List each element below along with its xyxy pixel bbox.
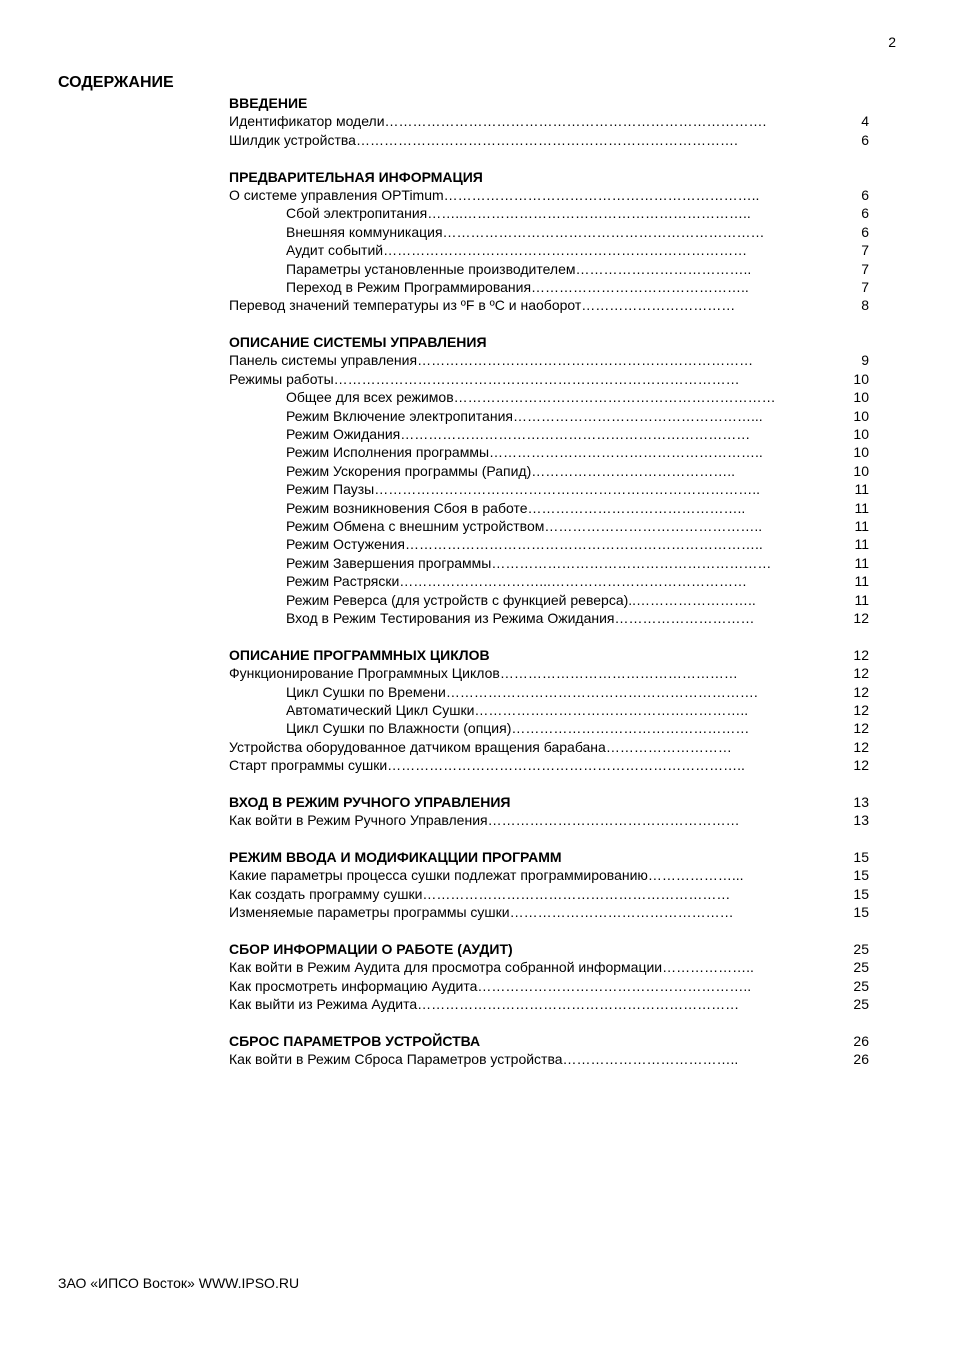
- toc-entry-label: Шилдик устройства: [229, 131, 356, 148]
- toc-title: СОДЕРЖАНИЕ: [58, 74, 174, 91]
- toc-entry-leader: …………………………………………………..: [474, 701, 749, 718]
- toc-entry-page: 11: [854, 481, 869, 498]
- toc-entry[interactable]: [229, 719, 869, 737]
- toc-entry-page: 12: [853, 701, 869, 718]
- toc-entry-page: 10: [853, 426, 869, 443]
- toc-entry-leader: ………………………………………..: [527, 499, 746, 516]
- toc-entry[interactable]: [229, 609, 869, 627]
- toc-entry[interactable]: [229, 443, 869, 461]
- toc-entry-leader: ………………………………..: [562, 1051, 739, 1068]
- toc-section-heading[interactable]: [229, 793, 869, 811]
- toc-entry[interactable]: [229, 480, 869, 498]
- toc-entry-label: Как выйти из Режима Аудита: [229, 996, 418, 1013]
- toc-entry-label: Режим Ожидания: [286, 426, 401, 443]
- toc-entry-leader: ……………………………………………………: [491, 554, 772, 571]
- toc-section: [229, 848, 869, 922]
- toc-entry[interactable]: [229, 756, 869, 774]
- toc-entry-page: 12: [853, 738, 869, 755]
- toc-entry-page: 11: [854, 554, 869, 571]
- toc-entry-label: Режим Обмена с внешним устройством: [286, 517, 545, 534]
- toc-entry[interactable]: [229, 462, 869, 480]
- toc-entry-leader: ……………………………: [581, 297, 736, 314]
- toc-entry-leader: ………………………………………………………….: [445, 683, 758, 700]
- toc-entry-leader: …………………………………………………………………..: [387, 757, 745, 774]
- toc-entry-leader: ……………………………………………………………………: [383, 242, 748, 259]
- toc-entry-label: Режим Ускорения программы (Рапид): [286, 462, 532, 479]
- toc-entry-page: 15: [853, 904, 869, 921]
- toc-section: [229, 646, 869, 775]
- toc-entry-label: Как просмотреть информацию Аудита: [229, 977, 478, 994]
- toc-entry-leader: ……………………………………..: [531, 462, 736, 479]
- toc-entry-leader: ……………………………………………………………………….: [355, 131, 738, 148]
- toc-entry-page: 25: [853, 959, 869, 976]
- toc-section-heading[interactable]: [229, 646, 869, 664]
- toc-entry[interactable]: [229, 260, 869, 278]
- toc-entry-leader: …………………………...……………………………………: [399, 573, 747, 590]
- toc-entry[interactable]: [229, 517, 869, 535]
- toc-entry-label: Аудит событий: [286, 242, 384, 259]
- toc-entry[interactable]: [229, 370, 869, 388]
- toc-entry-label: Панель системы управления: [229, 352, 418, 369]
- toc-entry-page: 10: [853, 407, 869, 424]
- toc-section: [229, 94, 869, 149]
- toc-entry-page: 12: [853, 720, 869, 737]
- toc-entry-page: 12: [853, 665, 869, 682]
- toc-entry-page: 4: [861, 113, 869, 130]
- toc-entry-label: Режим Включение электропитания: [286, 407, 513, 424]
- toc-entry[interactable]: [229, 499, 869, 517]
- toc-entry-page: 11: [854, 573, 869, 590]
- toc-entry-label: Автоматический Цикл Сушки: [286, 701, 475, 718]
- toc-section-heading[interactable]: [229, 1032, 869, 1050]
- toc-entry-page: 6: [861, 186, 869, 203]
- toc-entry-leader: ……………………………………………………………………….: [384, 113, 767, 130]
- toc-entry-leader: …………………………………………………………: [422, 885, 731, 902]
- toc-entry[interactable]: [229, 664, 869, 682]
- toc-entry-page: 7: [861, 260, 869, 277]
- toc-heading-page: 26: [853, 1032, 869, 1049]
- toc-entry-label: Изменяемые параметры программы сушки: [229, 904, 510, 921]
- toc-entry-leader: …………………………………………………..: [477, 977, 752, 994]
- toc-entry[interactable]: [229, 388, 869, 406]
- toc-entry-page: 12: [853, 609, 869, 626]
- toc-section: [229, 333, 869, 627]
- toc-heading-label: ОПИСАНИЕ СИСТЕМЫ УПРАВЛЕНИЯ: [229, 334, 487, 351]
- toc-entry-page: 15: [853, 867, 869, 884]
- toc-entry-leader: ………………...: [647, 867, 744, 884]
- toc-entry-leader: …………………………………………: [509, 904, 734, 921]
- toc-section: [229, 793, 869, 830]
- toc-entry-leader: ………………………………………………………………………..: [374, 481, 761, 498]
- toc-entry[interactable]: [229, 811, 869, 829]
- toc-entry-label: Как войти в Режим Аудита для просмотра собранной информации: [229, 959, 663, 976]
- toc-entry-leader: …………………………………………………………..: [443, 186, 760, 203]
- toc-entry-page: 6: [861, 131, 869, 148]
- toc-entry-page: 10: [853, 444, 869, 461]
- toc-entry-page: 11: [854, 499, 869, 516]
- toc-entry-label: Режим Паузы: [286, 481, 375, 498]
- footer-company: ЗАО «ИПСО Восток» WWW.IPSO.RU: [58, 1275, 300, 1291]
- toc-entry[interactable]: [229, 296, 869, 314]
- toc-section-heading[interactable]: [229, 94, 869, 112]
- toc-entry[interactable]: [229, 995, 869, 1013]
- toc-entry[interactable]: [229, 204, 869, 222]
- toc-entry-leader: ……………………………………………………………: [442, 223, 765, 240]
- toc-entry-page: 10: [853, 462, 869, 479]
- toc-heading-label: СБОР ИНФОРМАЦИИ О РАБОТЕ (АУДИТ): [229, 940, 513, 957]
- toc-entry[interactable]: [229, 701, 869, 719]
- toc-heading-label: ВХОД В РЕЖИМ РУЧНОГО УПРАВЛЕНИЯ: [229, 793, 511, 810]
- toc-entry-label: Параметры установленные производителем: [286, 260, 576, 277]
- toc-entry[interactable]: [229, 186, 869, 204]
- toc-entry-leader: ………………………: [605, 738, 732, 755]
- toc-entry-leader: ……………………………………………………………: [417, 996, 740, 1013]
- toc-entry-page: 10: [853, 389, 869, 406]
- toc-entry-page: 25: [853, 977, 869, 994]
- toc-entry[interactable]: [229, 738, 869, 756]
- toc-entry-label: О системе управления OPTimum: [229, 186, 444, 203]
- toc-entry-leader: ………………………………………..: [531, 278, 749, 295]
- toc-entry-label: Идентификатор модели: [229, 113, 385, 130]
- toc-entry-label: Режим Завершения программы: [286, 554, 492, 571]
- page-number: 2: [888, 34, 896, 50]
- toc-entry-leader: …………………………………………………………………: [400, 426, 751, 443]
- toc-entry-label: Как создать программу сушки: [229, 885, 423, 902]
- toc-entry-page: 8: [861, 297, 869, 314]
- toc-entry-label: Какие параметры процесса сушки подлежат программированию: [229, 867, 648, 884]
- toc-entry[interactable]: [229, 278, 869, 296]
- toc-entry-leader: …………………………: [614, 609, 755, 626]
- toc-entry-leader: ……………………………………………………………………………: [333, 370, 740, 387]
- toc-entry-page: 11: [854, 517, 869, 534]
- toc-entry-leader: ………………………………………………………………: [417, 352, 754, 369]
- toc-section-heading[interactable]: [229, 168, 869, 186]
- toc-entry-page: 11: [854, 536, 869, 553]
- toc-entry[interactable]: [229, 885, 869, 903]
- toc-entry-page: 6: [861, 205, 869, 222]
- toc-entry-label: Режим Реверса (для устройств с функцией реверса): [286, 591, 629, 608]
- toc-entry-label: Функционирование Программных Циклов: [229, 665, 500, 682]
- toc-heading-label: ОПИСАНИЕ ПРОГРАММНЫХ ЦИКЛОВ: [229, 646, 490, 663]
- toc-section-heading[interactable]: [229, 848, 869, 866]
- toc-entry-label: Режимы работы: [229, 370, 334, 387]
- toc-heading-page: 15: [853, 849, 869, 866]
- toc-entry[interactable]: [229, 241, 869, 259]
- toc-entry-label: Вход в Режим Тестирования из Режима Ожидания: [286, 609, 615, 626]
- toc-heading-page: 25: [853, 940, 869, 957]
- toc-entry-leader: ………………………………………..: [544, 517, 763, 534]
- toc-entry-page: 12: [853, 683, 869, 700]
- toc-entry-page: 7: [861, 278, 869, 295]
- toc-section-heading[interactable]: [229, 940, 869, 958]
- toc-entry-label: Перевод значений температуры из ºF в ºC и наоборот: [229, 297, 582, 314]
- toc-entry-label: Режим Растряски: [286, 573, 400, 590]
- toc-entry-leader: ..……………………..: [628, 591, 756, 608]
- toc-entry-leader: …………………………………………………………………..: [404, 536, 763, 553]
- toc-entry[interactable]: [229, 131, 869, 149]
- toc-entry[interactable]: [229, 112, 869, 130]
- toc-entry[interactable]: [229, 425, 869, 443]
- toc-entry-label: Режим Исполнения программы: [286, 444, 490, 461]
- toc-entry[interactable]: [229, 535, 869, 553]
- toc-entry-leader: ……………………………………………: [499, 665, 738, 682]
- toc-heading-label: ПРЕДВАРИТЕЛЬНАЯ ИНФОРМАЦИЯ: [229, 168, 483, 185]
- toc-entry-leader: ……………………………………………...: [512, 407, 763, 424]
- toc-entry-leader: ……………………………………………: [511, 720, 750, 737]
- toc-entry[interactable]: [229, 223, 869, 241]
- toc-entry-page: 15: [853, 885, 869, 902]
- toc-entry-label: Как войти в Режим Ручного Управления: [229, 812, 488, 829]
- toc-section: [229, 1032, 869, 1069]
- toc-entry-page: 26: [853, 1051, 869, 1068]
- toc-entry[interactable]: [229, 1050, 869, 1068]
- toc-entry-leader: …………………………………………………..: [489, 444, 763, 461]
- toc-entry[interactable]: [229, 903, 869, 921]
- toc-entry-leader: ………………………………..: [575, 260, 752, 277]
- toc-heading-page: 12: [853, 646, 869, 663]
- toc-heading-label: СБРОС ПАРАМЕТРОВ УСТРОЙСТВА: [229, 1032, 481, 1049]
- toc-entry-leader: ………………………………………………: [487, 812, 740, 829]
- toc-entry-page: 9: [861, 352, 869, 369]
- toc-entry-label: Общее для всех режимов: [286, 389, 454, 406]
- toc-entry[interactable]: [229, 351, 869, 369]
- toc-entry[interactable]: [229, 407, 869, 425]
- toc-heading-page: 13: [853, 793, 869, 810]
- toc-entry-label: Режим возникновения Сбоя в работе: [286, 499, 528, 516]
- toc-entry[interactable]: [229, 554, 869, 572]
- toc-entry-label: Старт программы сушки: [229, 757, 388, 774]
- toc-heading-label: РЕЖИМ ВВОДА И МОДИФИКАЦЦИИ ПРОГРАММ: [229, 849, 562, 866]
- toc-entry-page: 11: [854, 591, 869, 608]
- toc-entry-label: Цикл Сушки по Влажности (опция): [286, 720, 512, 737]
- toc-entry-label: Как войти в Режим Сброса Параметров устройства: [229, 1051, 563, 1068]
- toc-entry-label: Режим Остужения: [286, 536, 405, 553]
- toc-entry-label: Сбой электропитания: [286, 205, 428, 222]
- toc-entry-page: 10: [853, 370, 869, 387]
- toc-entry[interactable]: [229, 866, 869, 884]
- table-of-contents: [229, 94, 869, 1087]
- toc-heading-label: ВВЕДЕНИЕ: [229, 95, 308, 111]
- toc-entry-page: 12: [853, 757, 869, 774]
- toc-section: [229, 168, 869, 315]
- toc-entry-label: Переход в Режим Программирования: [286, 278, 532, 295]
- toc-entry-label: Цикл Сушки по Времени: [286, 683, 446, 700]
- toc-section-heading[interactable]: [229, 333, 869, 351]
- toc-entry-leader: ……………………………………………………………: [453, 389, 776, 406]
- toc-entry[interactable]: [229, 977, 869, 995]
- toc-entry[interactable]: [229, 958, 869, 976]
- toc-entry-page: 6: [861, 223, 869, 240]
- toc-entry-page: 13: [853, 812, 869, 829]
- toc-entry-leader: ……..……………………………………………………..: [427, 205, 751, 222]
- toc-entry-page: 25: [853, 996, 869, 1013]
- toc-entry[interactable]: [229, 591, 869, 609]
- toc-entry[interactable]: [229, 683, 869, 701]
- toc-entry[interactable]: [229, 572, 869, 590]
- toc-entry-page: 7: [861, 242, 869, 259]
- toc-section: [229, 940, 869, 1014]
- toc-entry-label: Устройства оборудованное датчиком вращения барабана: [229, 738, 606, 755]
- toc-entry-leader: ………………..: [662, 959, 754, 976]
- toc-entry-label: Внешняя коммуникация: [286, 223, 443, 240]
